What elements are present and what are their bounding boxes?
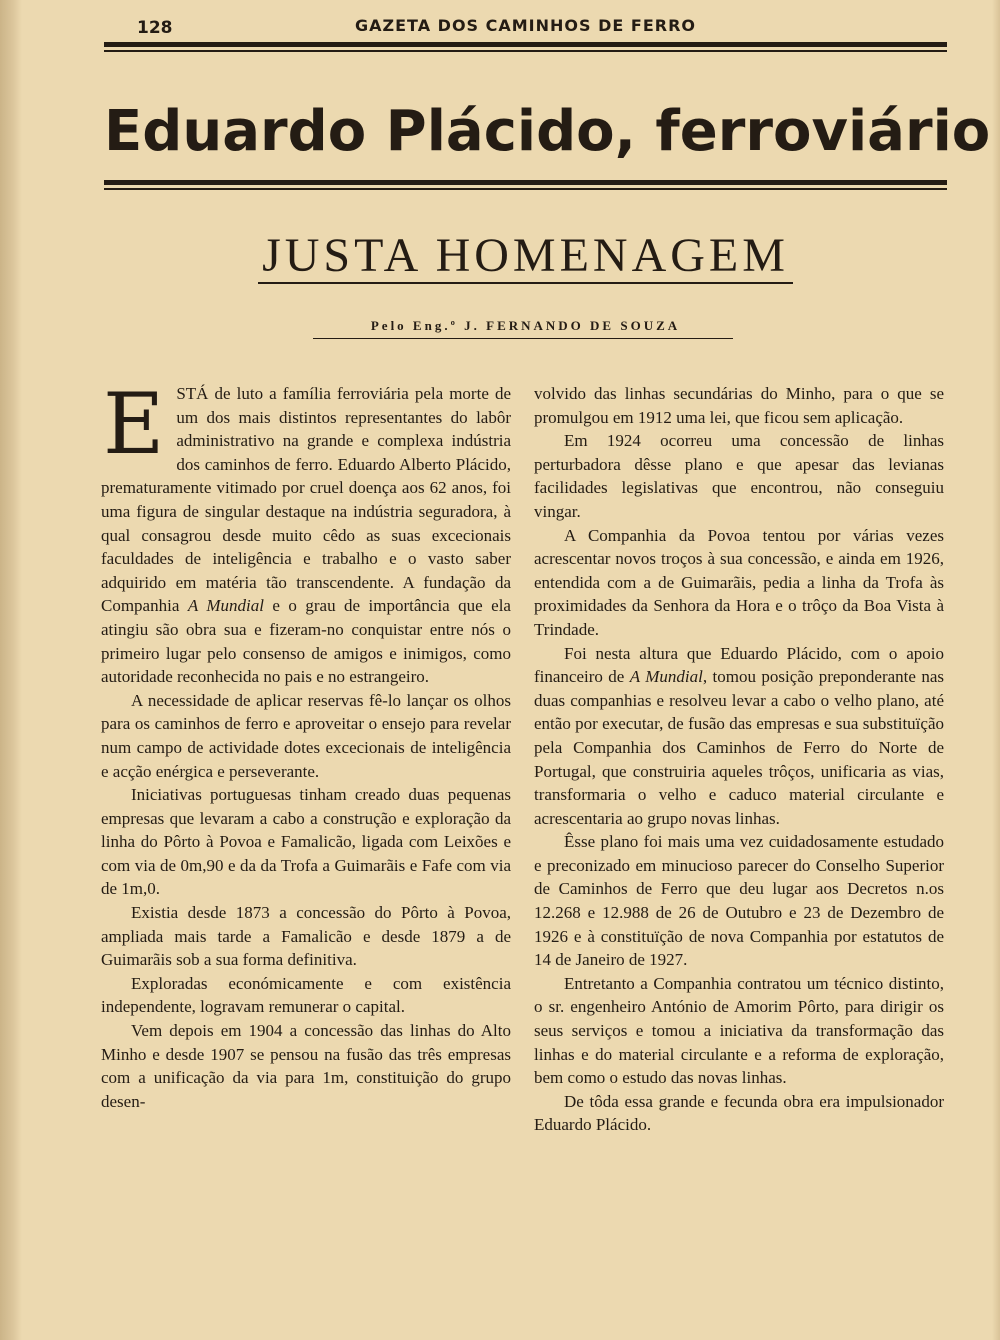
header-rule-thin bbox=[104, 50, 947, 52]
page-edge bbox=[992, 0, 1000, 1340]
byline: Pelo Eng.º J. FERNANDO DE SOUZA bbox=[370, 318, 681, 333]
paragraph-9-italic: A Mundial bbox=[629, 667, 703, 687]
running-header bbox=[104, 14, 947, 40]
paragraph-2: A necessidade de aplicar reservas fê-lo lançar os olhos para os caminhos de ferro e aproveitar o ensejo para revelar num campo de actividade dotes excecionais de inteligência e acção enérgica e perseverante. bbox=[101, 690, 511, 781]
paragraph-continuation: volvido das linhas secundárias do Minho, para o que se promulgou em 1912 uma lei, que ficou sem aplicação. bbox=[534, 384, 944, 427]
publication-title: GAZETA DOS CAMINHOS DE FERRO bbox=[354, 16, 696, 35]
paragraph-1 bbox=[101, 375, 511, 689]
paragraph-9-end: , tomou posição preponderante nas duas companhias e resolveu levar a cabo o velho plano, até então por executar, de fusão das empresas e sua substituïção pela Companhia dos Caminhos de Ferro do Norte de Portugal, que construiria aqueles trôços, unificaria as vias, transformaria o velho e caduco material circulante e acrescentaria ao grupo novas linhas. bbox=[534, 667, 944, 828]
article-title: Eduardo Plácido, ferroviário bbox=[104, 99, 991, 164]
article-subtitle bbox=[104, 226, 947, 286]
paragraph-1-italic: A Mundial bbox=[187, 596, 264, 616]
paragraph-3: Iniciativas portuguesas tinham creado duas pequenas empresas que levaram a cabo a construção e exploração da linha do Pôrto à Povoa e Famalicão, ligada com Leixões e com via de 0m,90 e da da Trofa a Guimarãis e Fafe com via de 1m,0. bbox=[101, 785, 511, 899]
paragraph-9-start: Foi nesta altura que Eduardo Plácido, com o apoio financeiro de bbox=[534, 643, 944, 687]
paragraph-1-text: STÁ de luto a família ferroviária pela morte de um dos mais distintos representantes do labôr administrativo na grande e complexa indústria dos caminhos de ferro. Eduardo Alberto Plácido, prematuramente vitimado por cruel doença aos 62 anos, foi uma figura de singular destaque na indústria seguradora, à qual consagrou desde muito cêdo as suas excecionais faculdades de inteligência e trabalho e o vasto saber adquirido em matéria tão transcendente. A fundação da Companhia bbox=[101, 384, 511, 616]
right-column bbox=[534, 382, 944, 1137]
paragraph-10: Êsse plano foi mais uma vez cuidadosamente estudado e preconizado em minucioso parecer do Conselho Superior de Caminhos de Ferro que deu lugar aos Decretos n.os 12.268 e 12.988 de 26 de Outubro e 23 de Dezembro de 1926 e à constituïção de nova Companhia por estatutos de 14 de Janeiro de 1927. bbox=[534, 832, 944, 970]
book-spine-shadow bbox=[0, 0, 22, 1340]
paragraph-9 bbox=[534, 642, 944, 831]
paragraph-7: Em 1924 ocorreu uma concessão de linhas perturbadora dêsse plano e que apesar das levianas facilidades legislativas que encontrou, não conseguiu vingar. bbox=[534, 431, 944, 521]
paragraph-8: A Companhia da Povoa tentou por várias vezes acrescentar novos troços à sua concessão, e ainda em 1926, entendida com a de Guimarãis, pedia a linha da Trofa às proximidades da Senhora da Hora e o trôço da Boa Vista à Trindade. bbox=[534, 525, 944, 639]
subtitle-text: JUSTA HOMENAGEM bbox=[258, 229, 793, 284]
header-rule-thick bbox=[104, 42, 947, 47]
paragraph-5: Exploradas económicamente e com existência independente, logravam remunerar o capital. bbox=[101, 973, 511, 1017]
left-column bbox=[101, 375, 511, 1113]
paragraph-1-end: e o grau de importância que ela atingiu são obra sua e fizeram-no conquistar entre nós o primeiro lugar pelo consenso de amigos e inimigos, como autoridade reconhecida no pais e no estrangeiro. bbox=[101, 596, 511, 687]
paragraph-6: Vem depois em 1904 a concessão das linhas do Alto Minho e desde 1907 se pensou na fusão das três empresas com a unificação da via para 1m, constituição do grupo desen- bbox=[101, 1021, 511, 1111]
paragraph-12: De tôda essa grande e fecunda obra era impulsionador Eduardo Plácido. bbox=[534, 1091, 944, 1135]
byline-rule bbox=[313, 338, 733, 339]
drop-cap: E bbox=[103, 375, 165, 473]
title-rule-thick bbox=[104, 180, 947, 185]
title-rule-thin bbox=[104, 188, 947, 190]
paragraph-4: Existia desde 1873 a concessão do Pôrto à Povoa, ampliada mais tarde a Famalicão e desde 1879 a de Guimarãis sob a sua forma definitiva. bbox=[101, 903, 511, 970]
paragraph-11: Entretanto a Companhia contratou um técnico distinto, o sr. engenheiro António de Amorim Pôrto, para dirigir os seus serviços e tomou a iniciativa da transformação das linhas e do material circulante e a reforma de exploração, bem como o estudo das novas linhas. bbox=[534, 973, 944, 1088]
page-number: 128 bbox=[137, 18, 173, 38]
